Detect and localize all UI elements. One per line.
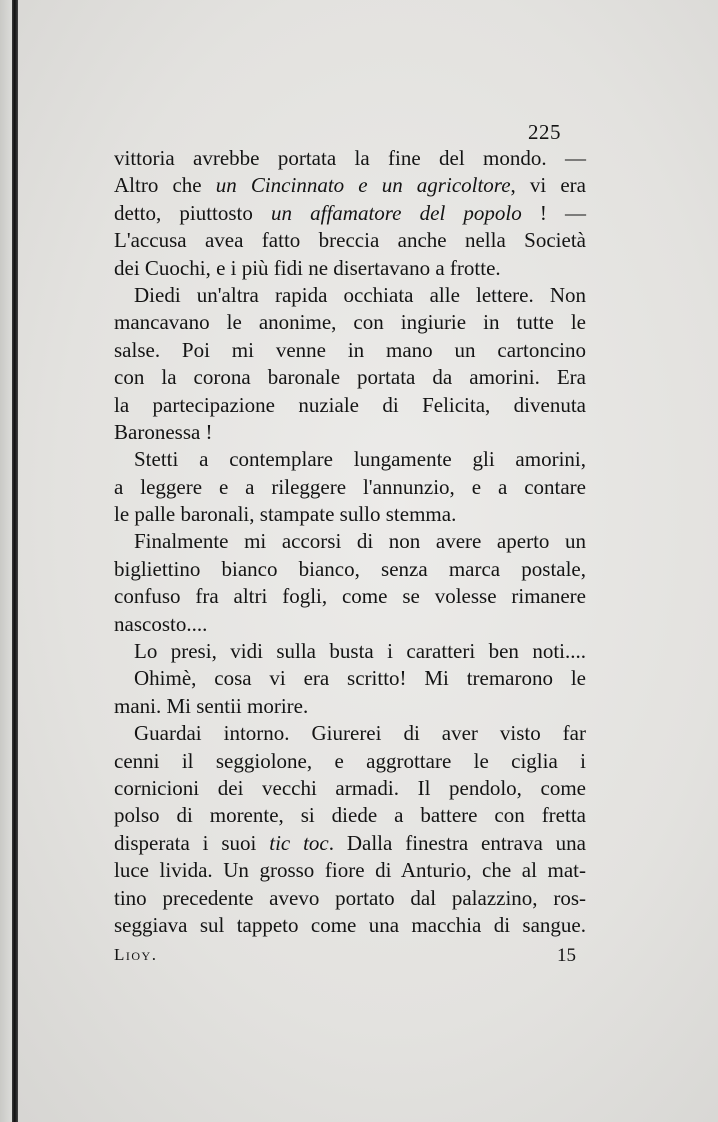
binding-shadow <box>0 0 12 1122</box>
page-footer <box>114 945 584 975</box>
text-line: bigliettino bianco bianco, senza marca postale, <box>114 556 586 581</box>
text-span: . Dalla finestra entrava una <box>328 830 587 855</box>
text-line: Lo presi, vidi sulla busta i caratteri ben noti.... <box>134 639 586 664</box>
italic-phrase: tic toc <box>269 830 329 855</box>
text-line: vittoria avrebbe portata la fine del mondo. — <box>114 146 586 170</box>
text-line: salse. Poi mi venne in mano un cartoncino <box>114 337 586 362</box>
book-spine <box>12 0 18 1122</box>
text-line: seggiava sul tappeto come una macchia di sangue. <box>114 912 586 937</box>
text-span: Altro che <box>114 173 216 198</box>
text-line <box>114 830 586 857</box>
signature-mark: Lioy. <box>114 945 158 964</box>
text-line: a leggere e a rileggere l'annunzio, e a contare <box>114 474 586 499</box>
text-line <box>114 200 586 227</box>
text-line: luce livida. Un grosso fiore di Anturio, che al mat- <box>114 858 586 883</box>
text-span: ! — <box>521 200 586 225</box>
text-line: nascosto.... <box>114 611 208 636</box>
text-line: la partecipazione nuziale di Felicita, divenuta <box>114 392 586 417</box>
italic-phrase: un Cincinnato e un agricoltore <box>215 173 511 198</box>
text-line: cornicioni dei vecchi armadi. Il pendolo, come <box>114 775 586 800</box>
text-line: dei Cuochi, e i più fidi ne disertavano a frotte. <box>114 255 501 280</box>
page-number: 225 <box>528 120 561 144</box>
text-line: con la corona baronale portata da amorini. Era <box>114 365 586 390</box>
text-line: tino precedente avevo portato dal palazzino, ros- <box>114 885 586 910</box>
text-span: detto, piuttosto <box>114 200 271 225</box>
text-line: cenni il seggiolone, e aggrottare le ciglia i <box>114 748 586 773</box>
text-line: mancavano le anonime, con ingiurie in tutte le <box>114 310 586 335</box>
text-line: Diedi un'altra rapida occhiata alle lettere. Non <box>134 282 586 307</box>
text-span: disperata i suoi <box>114 830 270 855</box>
text-line: polso di morente, si diede a battere con fretta <box>114 803 586 828</box>
text-line: Finalmente mi accorsi di non avere aperto un <box>134 529 586 554</box>
text-line: Guardai intorno. Giurerei di aver visto far <box>134 721 586 746</box>
text-line: le palle baronali, stampate sullo stemma. <box>114 502 457 527</box>
body-text <box>114 145 586 939</box>
text-line: Baronessa ! <box>114 419 213 444</box>
text-line <box>114 172 586 199</box>
text-line: L'accusa avea fatto breccia anche nella Società <box>114 228 586 253</box>
text-line: confuso fra altri fogli, come se volesse rimanere <box>114 584 586 609</box>
italic-phrase: un affamatore del popolo <box>271 200 522 225</box>
text-span: , vi era <box>510 173 586 198</box>
text-line: mani. Mi sentii morire. <box>114 693 309 718</box>
text-line: Ohimè, cosa vi era scritto! Mi tremarono le <box>134 666 586 691</box>
signature-number: 15 <box>557 945 576 966</box>
text-line: Stetti a contemplare lungamente gli amorini, <box>134 447 586 472</box>
